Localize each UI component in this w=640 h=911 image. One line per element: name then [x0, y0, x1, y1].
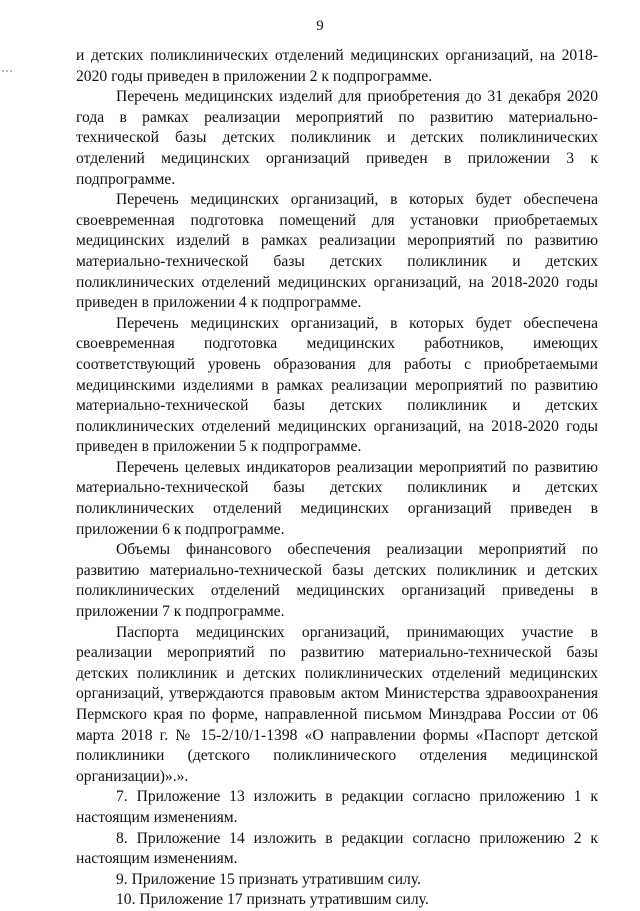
paragraph: Паспорта медицинских организаций, принимающих участие в реализации мероприятий по развитию материально-технической базы детских поликлиник и детских поликлинических отделений медицинских организаций, утверждаются правовым актом Министерства здравоохранения Пермского края по форме, направленной письмом Минздрава России от 06 марта 2018 г. № 15-2/10/1-1398 «О направлении формы «Паспорт детской поликлиники (детского поликлинического отделения медицинской организации)».».: [76, 623, 598, 785]
paragraph: Перечень медицинских изделий для приобретения до 31 декабря 2020 года в рамках реализации мероприятий по развитию материально-технической базы детских поликлиник и детских поликлинических отделений медицинских организаций приведен в приложении 3 к подпрограмме.: [76, 88, 598, 188]
amendment-item: 7. Приложение 13 изложить в редакции согласно приложению 1 к настоящим изменениям.: [76, 788, 598, 826]
amendment-item: 10. Приложение 17 признать утратившим силу.: [116, 891, 429, 909]
page-number: 9: [316, 18, 324, 34]
paragraph: Перечень медицинских организаций, в которых будет обеспечена своевременная подготовка медицинских работников, имеющих соответствующий уровень образования для работы с приобретаемыми медицинскими изделиями в рамках реализации мероприятий по развитию материально-технической базы детских поликлиник и детских поликлинических отделений медицинских организаций, на 2018-2020 годы приведен в приложении 5 к подпрограмме.: [76, 314, 598, 456]
scan-artifact: [6, 70, 8, 72]
paragraph: Объемы финансового обеспечения реализации мероприятий по развитию материально-технической базы детских поликлиник и детских поликлинических отделений медицинских организаций приведены в приложении 7 к подпрограмме.: [76, 541, 598, 621]
scan-artifact: [2, 70, 4, 72]
paragraph: Перечень целевых индикаторов реализации мероприятий по развитию материально-технической базы детских поликлиник и детских поликлинических отделений медицинских организаций приведен в приложении 6 к подпрограмме.: [76, 458, 598, 538]
paragraph-continuation: и детских поликлинических отделений медицинских организаций, на 2018-2020 годы приведен в приложении 2 к подпрограмме.: [76, 47, 598, 85]
amendment-item: 9. Приложение 15 признать утратившим силу.: [116, 870, 421, 888]
paragraph: Перечень медицинских организаций, в которых будет обеспечена своевременная подготовка помещений для установки приобретаемых медицинских изделий в рамках реализации мероприятий по развитию материально-технической базы детских поликлиник и детских поликлинических отделений медицинских организаций, на 2018-2020 годы приведен в приложении 4 к подпрограмме.: [76, 191, 598, 312]
amendment-item: 8. Приложение 14 изложить в редакции согласно приложению 2 к настоящим изменениям.: [76, 829, 598, 868]
body-text: [76, 46, 598, 911]
scan-artifact: [10, 70, 12, 72]
